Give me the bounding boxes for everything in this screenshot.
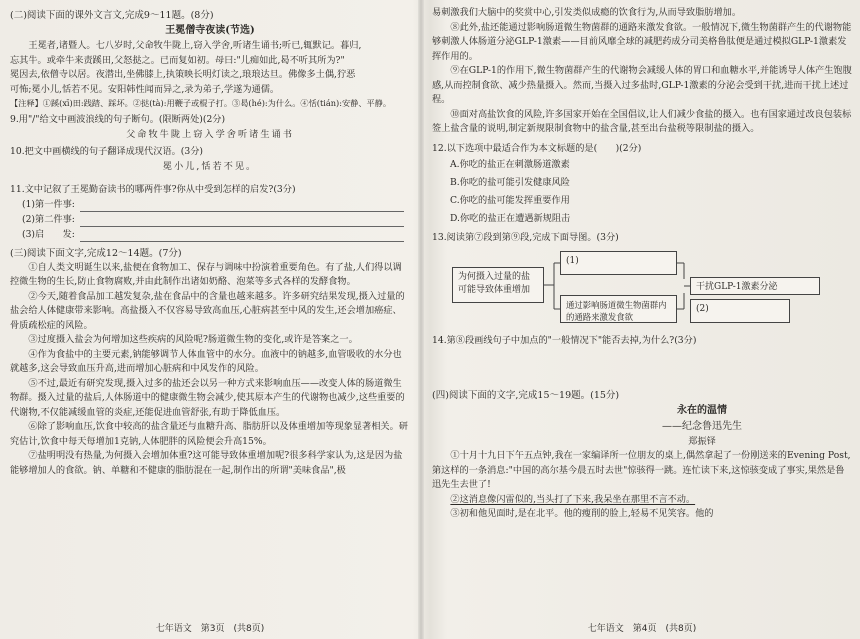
option-b[interactable]: B.你吃的盐可能引发健康风险 <box>450 176 570 188</box>
option-c[interactable]: C.你吃的盐可能发挥重要作用 <box>450 194 570 206</box>
paragraph: ②今天,随着食品加工越发复杂,盐在食品中的含量也越来越多。许多研究结果发现,摄入过量的盐会给人体健康带来影响。高盐摄入不仅容易导致高血压,心脏病甚至中风的发生,还会增加癌症、骨质疏松症的风险。 <box>10 290 405 331</box>
passage-line: 可怖;冕小儿,恬若不见。安阳韩性闻而异之,录为弟子,学遂为通儒。 <box>10 83 280 95</box>
essay-author: 郑振铎 <box>688 435 716 447</box>
answer-label: (3)启 发: <box>22 228 75 240</box>
passage-title: 王冕僧寺夜读(节选) <box>165 25 255 36</box>
paragraph-10: ⑩面对高盐饮食的风险,许多国家开始在全国倡议,让人们减少食盐的摄入。也有国家通过改良包装标签上盐含量的说明,制定新规限制食物中的盐含量,甚至出台盐税等限制盐的摄入。 <box>432 108 852 134</box>
page-3 <box>10 6 410 636</box>
question-10: 10.把文中画横线的句子翻译成现代汉语。(3分) <box>10 145 203 157</box>
passage-line: 冕因去,依僧寺以居。夜潜出,坐佛膝上,执策映长明灯读之,琅琅达旦。佛像多土偶,狞恶 <box>10 69 356 80</box>
mind-map-blank-2[interactable]: (2) <box>690 299 790 323</box>
answer-line[interactable] <box>80 197 404 212</box>
mind-map-branch-2: 通过影响肠道微生物菌群内的通路来激发食欲 <box>560 295 677 323</box>
section-2-heading: (二)阅读下面的课外文言文,完成9～11题。(8分) <box>10 10 214 21</box>
question-10-sentence: 冕小儿,恬若不见。 <box>162 160 258 172</box>
paragraph: ③过度摄入盐会为何增加这些疾病的风险呢?肠道微生物的变化,或许是答案之一。 <box>28 334 358 345</box>
mind-map-leaf: 干扰GLP-1激素分泌 <box>690 277 820 295</box>
answer-line[interactable] <box>80 227 404 242</box>
answer-label: (1)第一件事: <box>22 198 75 210</box>
question-13: 13.阅读第⑦段到第⑨段,完成下面导图。(3分) <box>432 231 619 243</box>
essay-paragraph-1: ①十月十九日下午五点钟,我在一家编译所一位朋友的桌上,偶然拿起了一份刚送来的Evening Post,第这样的一条消息:"中国的高尔基今晨五时去世"惊骇得一跳。连忙读下来,这惊骇变成了事实,果然是鲁迅先生去世了! <box>432 450 851 490</box>
passage-line: 忘其牛。或牵牛来责蹊田,父怒挞之。已而复如初。母曰:"儿痴如此,曷不听其所为?" <box>10 54 345 66</box>
paragraph-continued: 易刺激我们大脑中的奖赏中心,引发类似成瘾的饮食行为,从而导致脂肪增加。 <box>432 7 742 18</box>
paragraph: ④作为食盐中的主要元素,钠能够调节人体血管中的水分。血液中的钠越多,血管吸收的水分也就越多,这会导致血压升高,进而增加心脏病和中风发作的风险。 <box>10 348 402 374</box>
passage-line: 王冕者,诸暨人。七八岁时,父命牧牛陇上,窃入学舍,听诸生诵书;听已,辄默记。暮归, <box>28 40 362 51</box>
answer-line[interactable] <box>80 212 404 227</box>
essay-paragraph-2: ②这消息像闪雷似的,当头打了下来,我呆坐在那里不言不动。 <box>450 493 696 505</box>
question-11-answers <box>10 197 410 242</box>
page-4 <box>432 6 852 636</box>
question-12: 12.以下选项中最适合作为本文标题的是( )(2分) <box>432 142 642 154</box>
page-footer: 七年语文 第3页 (共8页) <box>155 624 265 634</box>
paragraph: ⑥除了影响血压,饮食中较高的盐含量还与血糖升高、脂肪肝以及体重增加等现象显著相关。研究估计,饮食中每天每增加1克钠,人体肥胖的风险便会升高15%。 <box>10 421 408 447</box>
essay-subtitle: ——纪念鲁迅先生 <box>662 420 742 432</box>
paragraph-8: ⑧此外,盐还能通过影响肠道微生物菌群的通路来激发食欲。一般情况下,微生物菌群产生的代谢物能够刺激人体肠道分泌GLP-1激素——目前风靡全球的减肥药成分司美格鲁肽便是通过模拟GLP-1激素发挥作用的。 <box>432 21 852 62</box>
annotation-note: 【注释】①蹊(xī)田:践踏、踩坏。②挞(tà):用鞭子或棍子打。③曷(hé):为什么。④恬(tián):安静、平静。 <box>10 98 392 108</box>
page-footer: 七年语文 第4页 (共8页) <box>587 624 697 634</box>
paragraph: ①自人类文明诞生以来,盐便在食物加工、保存与调味中扮演着重要角色。有了盐,人们得以调控微生物的生长,防止食物腐败,并由此制作出诸如奶酪、泡菜等多式各样的发酵食物。 <box>10 261 402 287</box>
section-3-heading: (三)阅读下面文字,完成12～14题。(7分) <box>10 247 182 259</box>
essay-title: 永在的温情 <box>677 404 727 416</box>
question-11: 11.文中记叙了王冕勤奋读书的哪两件事?你从中受到怎样的启发?(3分) <box>10 183 296 195</box>
section-4-heading: (四)阅读下面的文字,完成15～19题。(15分) <box>432 389 620 401</box>
mind-map-root: 为何摄入过量的盐可能导致体重增加 <box>452 267 544 303</box>
answer-label: (2)第二件事: <box>22 213 75 225</box>
mind-map-blank-1[interactable]: (1) <box>560 251 677 275</box>
paragraph: ⑦盐明明没有热量,为何摄入会增加体重?这可能导致体重增加呢?很多科学家认为,这是因为盐能够增加人的食欲。钠、单糖和不健康的脂肪混在一起,制作出的所谓"美味食品",极 <box>10 450 403 476</box>
paragraph: ⑤不过,最近有研究发现,摄入过多的盐还会以另一种方式来影响血压——改变人体的肠道微生物群。摄入过量的盐后,人体肠道中的健康微生物会减少,使其原本产生的代谢物也减少,这些重要的代谢物,不仅能减缓血管的炎症,还能促进血管舒张,有助于降低血压。 <box>10 377 405 418</box>
page-fold <box>418 0 424 639</box>
paragraph-9: ⑨在GLP-1的作用下,微生物菌群产生的代谢物会减缓人体的胃口和血糖水平,并能诱导人体产生饱腹感,从而控制食欲、减少热量摄入。然而,当摄入过多盐时,GLP-1激素的分泌会受到干扰,进而干扰上述过程。 <box>432 65 852 105</box>
mind-map <box>432 249 852 327</box>
essay-paragraph-3: ③初和他见面时,是在北平。他的瘦削的脸上,轻易不见笑容。他的 <box>450 508 714 519</box>
option-d[interactable]: D.你吃的盐正在遭遇新规阻击 <box>450 212 571 224</box>
question-14: 14.第⑧段画线句子中加点的"一般情况下"能否去掉,为什么?(3分) <box>432 334 697 346</box>
question-9-sentence: 父命牧牛陇上窃入学舍听诸生诵书 <box>126 128 294 140</box>
option-a[interactable]: A.你吃的盐正在刺激肠道激素 <box>450 158 570 170</box>
question-9: 9.用"/"给文中画波浪线的句子断句。(限断两处)(2分) <box>10 113 226 125</box>
classical-passage <box>10 39 410 97</box>
